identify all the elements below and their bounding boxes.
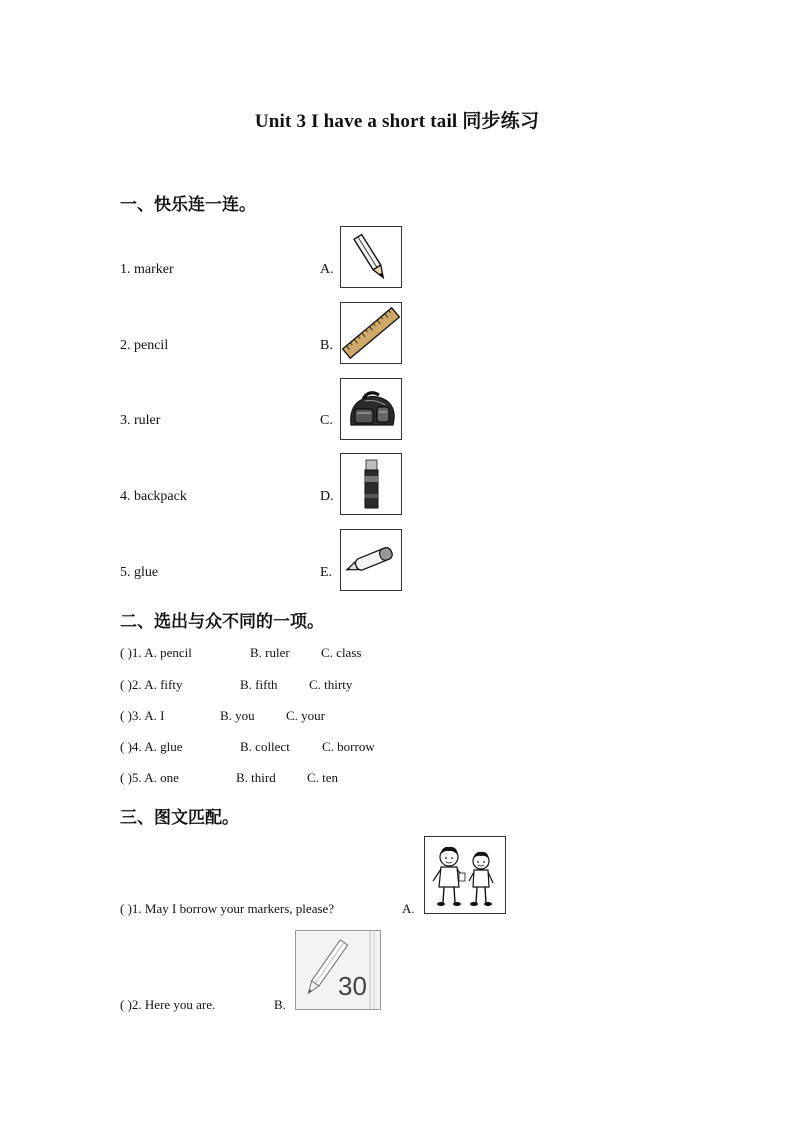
question-option-b: B. fifth — [240, 677, 278, 692]
question-option-b: B. you — [220, 708, 255, 723]
two-boys-picture — [424, 836, 506, 914]
section-2-heading: 二、选出与众不同的一项。 — [120, 612, 324, 632]
match-question: ( )2. Here you are. — [120, 997, 216, 1012]
option-letter: A. — [320, 262, 334, 277]
option-letter: E. — [320, 565, 333, 580]
word-item: 2. pencil — [120, 338, 169, 353]
marker-icon — [341, 530, 401, 590]
question-row — [120, 770, 520, 788]
section-1-heading: 一、快乐连一连。 — [120, 195, 256, 215]
backpack-icon — [341, 379, 401, 439]
question-row — [120, 708, 520, 726]
backpack-picture — [340, 378, 402, 440]
word-item: 1. marker — [120, 262, 174, 277]
marker-picture — [340, 529, 402, 591]
pencil-picture — [340, 226, 402, 288]
question-row — [120, 739, 520, 757]
two-boys-icon — [425, 837, 505, 913]
question-option-a: ( )1. A. pencil — [120, 645, 192, 660]
word-item: 5. glue — [120, 565, 159, 580]
question-option-a: ( )3. A. I — [120, 708, 165, 723]
number-label: 30 — [338, 971, 367, 1001]
glue-stick-icon — [341, 454, 401, 514]
match-letter: B. — [274, 997, 286, 1012]
question-row — [120, 677, 520, 695]
question-option-c: C. thirty — [309, 677, 353, 692]
option-letter: B. — [320, 338, 333, 353]
match-question: ( )1. May I borrow your markers, please? — [120, 901, 335, 916]
question-option-a: ( )2. A. fifty — [120, 677, 183, 692]
question-option-a: ( )5. A. one — [120, 770, 179, 785]
page-title: Unit 3 I have a short tail 同步练习 — [254, 111, 540, 132]
pencil-icon — [341, 227, 401, 287]
pencil-30-picture — [295, 930, 381, 1010]
section-3-heading: 三、图文匹配。 — [120, 808, 239, 828]
question-option-b: B. ruler — [250, 645, 290, 660]
option-letter: C. — [320, 413, 333, 428]
word-item: 3. ruler — [120, 413, 161, 428]
option-letter: D. — [320, 489, 334, 504]
question-option-c: C. your — [286, 708, 325, 723]
question-option-c: C. borrow — [322, 739, 375, 754]
ruler-picture — [340, 302, 402, 364]
question-row — [120, 645, 520, 663]
question-option-b: B. third — [236, 770, 276, 785]
question-option-c: C. ten — [307, 770, 339, 785]
ruler-icon — [341, 303, 401, 363]
word-item: 4. backpack — [120, 489, 187, 504]
glue-picture — [340, 453, 402, 515]
match-letter: A. — [402, 901, 415, 916]
question-option-c: C. class — [321, 645, 362, 660]
question-option-b: B. collect — [240, 739, 290, 754]
question-option-a: ( )4. A. glue — [120, 739, 183, 754]
